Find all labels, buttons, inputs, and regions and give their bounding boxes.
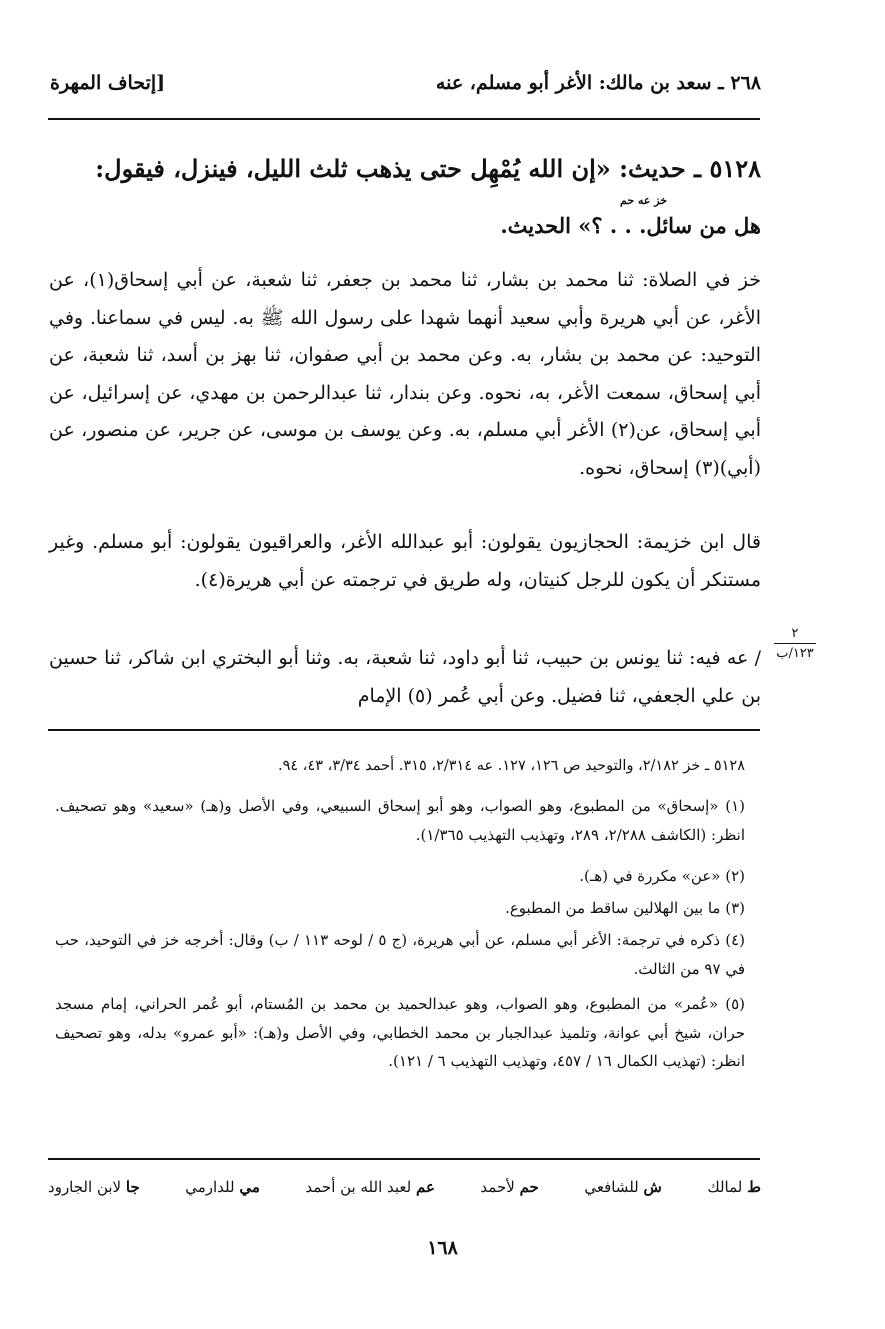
footnote-2: (٢) «عن» مكررة في (هـ).: [579, 867, 745, 885]
footnote-sources: ٥١٢٨ ـ خز ٢/١٨٢، والتوحيد ص ١٢٦، ١٢٧. عه ٢/٣١٤، ٣١٥. أحمد ٣/٣٤، ٤٣، ٩٤.: [277, 758, 745, 774]
footnote-rule: [48, 729, 760, 731]
hadith-heading-continuation: هل من سائل. . . ؟» الحديث.: [500, 213, 761, 238]
paragraph-ibn-khuzayma-remark: قال ابن خزيمة: الحجازيون يقولون: أبو عبدالله الأغر، والعراقيون يقولون: أبو مسلم. وغير مستنكر أن يكون للرجل كنيتان، وله طريق في ترجمته عن أبي هريرة(٤).: [49, 531, 761, 591]
footnote-4: (٤) ذكره في ترجمة: الأغر أبي مسلم، عن أبي هريرة، (ج ٥ / لوحه ١١٣ / ب) وقال: أخرجه خز في التوحيد، حب في ٩٧ من الثالث.: [55, 931, 746, 978]
abbrev-item: عم لعبد الله بن أحمد: [305, 1178, 435, 1196]
paragraph-isnad-khuzayma: خز في الصلاة: ثنا محمد بن بشار، ثنا محمد بن جعفر، ثنا شعبة، عن أبي إسحاق(١)، عن الأغر، عن أبي هريرة وأبي سعيد أنهما شهدا على رسول الله ﷺ به. ليس في سماعنا. وفي التوحيد: عن محمد بن بشار، به. وعن محمد بن أبي صفوان، ثنا بهز بن أسد، ثنا شعبة، عن أبي إسحاق، سمعت الأغر، به، نحوه. وعن بندار، ثنا عبدالرحمن بن مهدي، عن إسرائيل، عن أبي إسحاق، عن(٢) الأغر أبي مسلم، به. وعن يوسف بن موسى، عن جرير، عن منصور، عن (أبي)(٣) إسحاق، نحوه.: [49, 269, 761, 479]
abbreviations-rule: [48, 1158, 760, 1160]
header-rule: [48, 118, 760, 120]
hadith-sigla: خز عه حم: [620, 194, 668, 207]
abbreviations-key: [48, 1178, 761, 1196]
margin-folio-divider: [774, 643, 816, 644]
abbrev-item: مي للدارمي: [185, 1178, 260, 1196]
footnote-5: (٥) «عُمر» من المطبوع، وهو الصواب، وهو عبدالحميد بن محمد بن المُستام، أبو عُمر الحراني، إمام مسجد حران، شيخ أبي عوانة، وتلميذ عبدالجبار بن محمد الخطابي، وفي الأصل و(هـ): «أبو عمرو» بدله، وهو تصحيف انظر: (تهذيب الكمال ١٦ / ٤٥٧، وتهذيب التهذيب ٦ / ١٢١).: [55, 995, 745, 1070]
abbrev-item: ط لمالك: [707, 1178, 761, 1196]
page-number: ١٦٨: [427, 1237, 458, 1259]
footnote-3: (٣) ما بين الهلالين ساقط من المطبوع.: [505, 899, 745, 917]
abbrev-item: جا لابن الجارود: [48, 1178, 140, 1196]
margin-folio-top: ٢: [791, 626, 799, 641]
hadith-heading: ٥١٢٨ ـ حديث: «إن الله يُمْهِل حتى يذهب ثلث الليل، فينزل، فيقول:: [95, 154, 761, 183]
abbrev-item: ش للشافعي: [584, 1178, 662, 1196]
paragraph-abu-awana: / عه فيه: ثنا يونس بن حبيب، ثنا أبو داود، ثنا شعبة، به. وثنا أبو البختري ابن شاكر، ثنا حسين بن علي الجعفي، ثنا فضيل. وعن أبي عُمر (٥) الإمام: [49, 647, 762, 707]
book-title-header: [إتحاف المهرة: [50, 72, 166, 94]
abbrev-item: حم لأحمد: [480, 1178, 539, 1196]
margin-folio-note: [765, 625, 825, 662]
footnote-1: (١) «إسحاق» من المطبوع، وهو الصواب، وهو أبو إسحاق السبيعي، وفي الأصل و(هـ) «سعيد» وهو تصحيف. انظر: (الكاشف ٢/٢٨٨، ٢٨٩، وتهذيب التهذيب ١/٣٦٥).: [55, 797, 745, 844]
margin-folio-bottom: ١٢٣/ب: [776, 646, 814, 661]
running-header-title: ٢٦٨ ـ سعد بن مالك: الأغر أبو مسلم، عنه: [435, 72, 761, 94]
